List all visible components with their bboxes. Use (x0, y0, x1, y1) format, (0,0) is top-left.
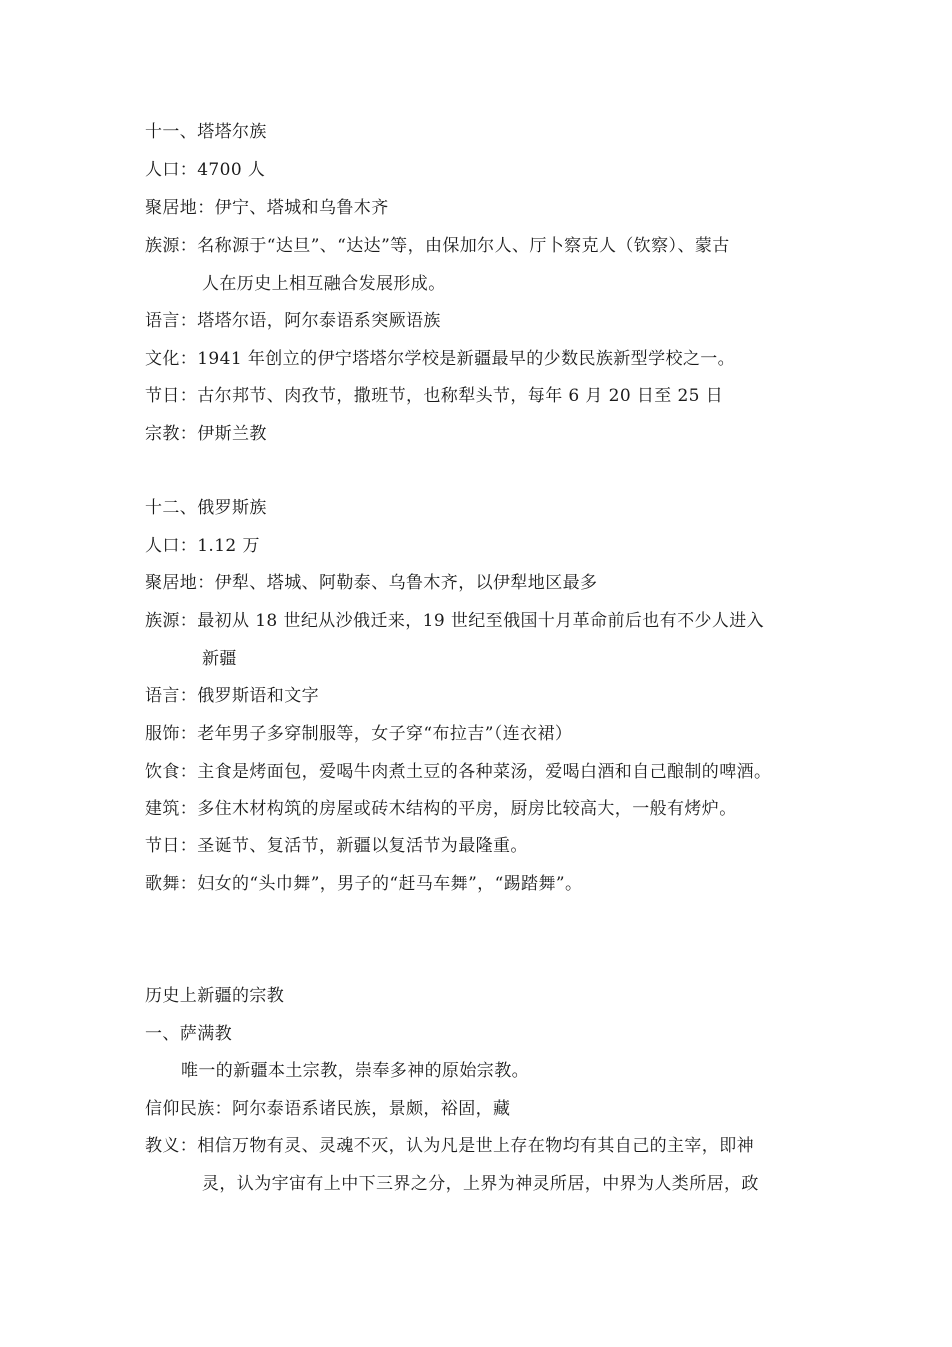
tatar-origin-continued: 人在历史上相互融合发展形成。 (202, 274, 446, 294)
russian-clothing: 服饰：老年男子多穿制服等，女子穿“布拉吉”（连衣裙） (145, 724, 573, 744)
russian-festival: 节日：圣诞节、复活节，新疆以复活节为最隆重。 (145, 836, 528, 856)
russian-language: 语言：俄罗斯语和文字 (145, 686, 319, 706)
tatar-settlement: 聚居地：伊宁、塔城和乌鲁木齐 (145, 198, 389, 218)
russian-origin: 族源：最初从 18 世纪从沙俄迁来，19 世纪至俄国十月革命前后也有不少人进入 (145, 611, 765, 631)
russian-population: 人口：1.12 万 (145, 536, 260, 556)
tatar-religion: 宗教：伊斯兰教 (145, 424, 267, 444)
tatar-culture: 文化：1941 年创立的伊宁塔塔尔学校是新疆最早的少数民族新型学校之一。 (145, 349, 736, 369)
religion-title: 历史上新疆的宗教 (145, 986, 285, 1006)
tatar-language: 语言：塔塔尔语，阿尔泰语系突厥语族 (145, 311, 441, 331)
shamanism-doctrine: 教义：相信万物有灵、灵魂不灭，认为凡是世上存在物均有其自己的主宰，即神 (145, 1136, 754, 1156)
tatar-origin: 族源：名称源于“达旦”、“达达”等，由保加尔人、厅卜察克人（钦察）、蒙古 (145, 236, 730, 256)
russian-settlement: 聚居地：伊犁、塔城、阿勒泰、乌鲁木齐，以伊犁地区最多 (145, 573, 598, 593)
shamanism-doctrine-continued: 灵，认为宇宙有上中下三界之分，上界为神灵所居，中界为人类所居，政 (202, 1174, 759, 1194)
russian-origin-continued: 新疆 (202, 649, 237, 669)
shamanism-heading: 一、萨满教 (145, 1024, 232, 1044)
russian-dance: 歌舞：妇女的“头巾舞”，男子的“赶马车舞”，“踢踏舞”。 (145, 874, 583, 894)
shamanism-intro: 唯一的新疆本土宗教，崇奉多神的原始宗教。 (181, 1061, 529, 1081)
tatar-population: 人口：4700 人 (145, 160, 266, 180)
russian-diet: 饮食：主食是烤面包，爱喝牛肉煮土豆的各种菜汤，爱喝白酒和自己酿制的啤酒。 (145, 762, 772, 782)
tatar-heading: 十一、塔塔尔族 (145, 122, 267, 142)
russian-heading: 十二、俄罗斯族 (145, 498, 267, 518)
russian-architecture: 建筑：多住木材构筑的房屋或砖木结构的平房，厨房比较高大，一般有烤炉。 (145, 799, 737, 819)
tatar-festival: 节日：古尔邦节、肉孜节，撒班节，也称犁头节，每年 6 月 20 日至 25 日 (145, 386, 724, 406)
shamanism-believers: 信仰民族：阿尔泰语系诸民族，景颇，裕固，藏 (145, 1099, 511, 1119)
